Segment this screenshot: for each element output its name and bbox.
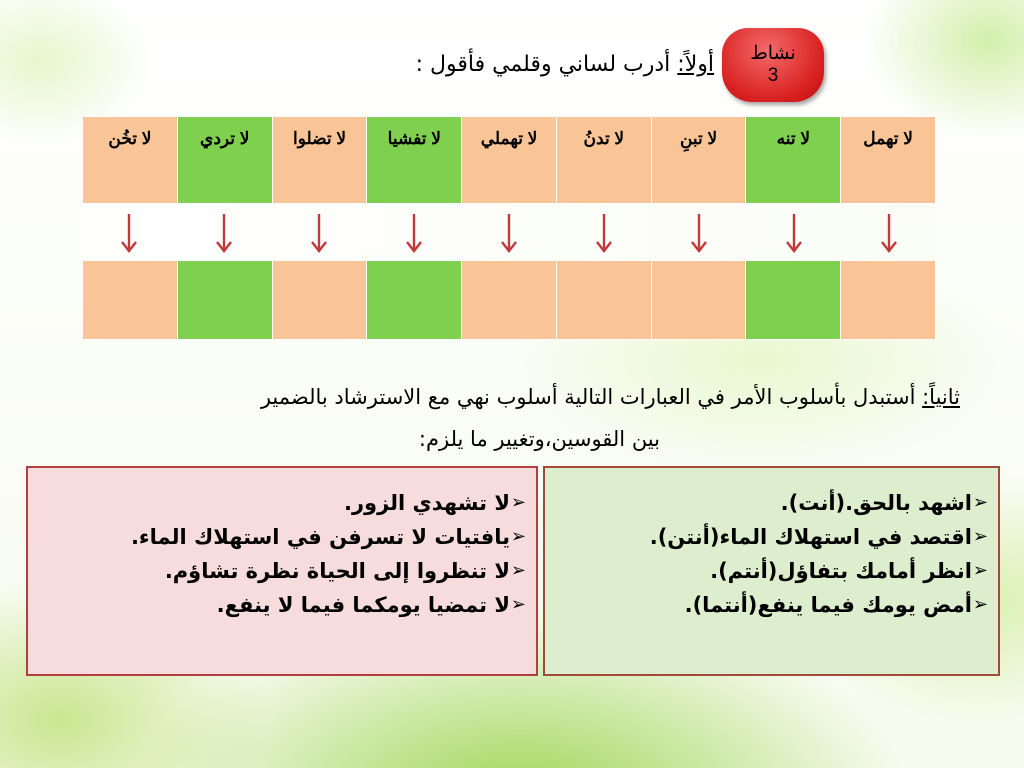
answer-cell[interactable] <box>272 261 367 340</box>
list-item-text: اشهد بالحق.(أنت). <box>780 491 972 515</box>
section-one-heading <box>416 52 714 77</box>
arrow-bullet-icon: ➢ <box>972 492 988 513</box>
down-arrow-icon <box>500 212 518 254</box>
word-cell: لا تردي <box>177 117 272 204</box>
list-item-text: لا تنظروا إلى الحياة نظرة تشاؤم. <box>164 559 510 583</box>
arrow-cell <box>841 205 936 260</box>
section-two-line2: بين القوسين،وتغيير ما يلزم: <box>418 427 660 451</box>
list-item <box>551 588 988 622</box>
list-item <box>551 486 988 520</box>
word-cell: لا تبنِ <box>651 117 746 204</box>
list-item <box>551 554 988 588</box>
answer-cell[interactable] <box>651 261 746 340</box>
command-sentences-box <box>543 466 1000 676</box>
words-table <box>82 116 936 204</box>
down-arrow-icon <box>120 212 138 254</box>
down-arrow-icon <box>405 212 423 254</box>
list-item <box>34 554 526 588</box>
arrow-bullet-icon: ➢ <box>510 526 526 547</box>
activity-badge <box>722 28 824 102</box>
answer-cell[interactable] <box>462 261 557 340</box>
answer-cell[interactable] <box>746 261 841 340</box>
arrow-cell <box>462 205 557 260</box>
word-cell: لا تفشيا <box>367 117 462 204</box>
section-two-prefix: ثانياً: <box>922 385 960 409</box>
down-arrow-icon <box>310 212 328 254</box>
arrow-bullet-icon: ➢ <box>510 594 526 615</box>
list-item <box>34 588 526 622</box>
arrow-bullet-icon: ➢ <box>510 492 526 513</box>
list-item <box>34 486 526 520</box>
word-cell: لا تدنُ <box>556 117 651 204</box>
answer-cell[interactable] <box>556 261 651 340</box>
arrow-cell <box>367 205 462 260</box>
answer-cell[interactable] <box>177 261 272 340</box>
down-arrow-icon <box>880 212 898 254</box>
arrow-cell <box>82 205 177 260</box>
answer-cell[interactable] <box>841 261 936 340</box>
list-item-text: يافتيات لا تسرفن في استهلاك الماء. <box>130 525 510 549</box>
answers-row <box>83 261 936 340</box>
list-item-text: لا تشهدي الزور. <box>343 491 510 515</box>
answers-table <box>82 260 936 340</box>
arrow-cell <box>651 205 746 260</box>
list-item-text: لا تمضيا يومكما فيما لا ينفع. <box>216 593 510 617</box>
list-item <box>34 520 526 554</box>
section-two-line1: أستبدل بأسلوب الأمر في العبارات التالية أسلوب نهي مع الاسترشاد بالضمير <box>260 385 923 409</box>
arrow-bullet-icon: ➢ <box>972 594 988 615</box>
answer-cell[interactable] <box>83 261 178 340</box>
word-cell: لا تنه <box>746 117 841 204</box>
arrow-row <box>82 205 936 260</box>
down-arrow-icon <box>215 212 233 254</box>
word-cell: لا تهملي <box>462 117 557 204</box>
down-arrow-icon <box>785 212 803 254</box>
word-cell: لا تهمل <box>841 117 936 204</box>
list-item <box>551 520 988 554</box>
list-item-text: اقتصد في استهلاك الماء(أنتن). <box>649 525 972 549</box>
arrow-cell <box>272 205 367 260</box>
arrow-cell <box>177 205 272 260</box>
list-item-text: أمض يومك فيما ينفع(أنتما). <box>684 593 972 617</box>
word-cell: لا تضلوا <box>272 117 367 204</box>
arrow-cell <box>556 205 651 260</box>
list-item-text: انظر أمامك بتفاؤل(أنتم). <box>710 559 972 583</box>
section-one-prefix: أولاً: <box>677 52 714 77</box>
down-arrow-icon <box>595 212 613 254</box>
badge-number: 3 <box>767 65 779 86</box>
down-arrow-icon <box>690 212 708 254</box>
badge-label: نشاط <box>750 43 796 64</box>
section-two-instructions <box>20 376 960 460</box>
words-row <box>83 117 936 204</box>
arrow-cell <box>746 205 841 260</box>
word-cell: لا تخُن <box>83 117 178 204</box>
answer-cell[interactable] <box>367 261 462 340</box>
section-one-text: أدرب لساني وقلمي فأقول : <box>415 52 678 77</box>
prohibition-sentences-box <box>26 466 538 676</box>
arrow-bullet-icon: ➢ <box>510 560 526 581</box>
arrow-bullet-icon: ➢ <box>972 526 988 547</box>
arrow-bullet-icon: ➢ <box>972 560 988 581</box>
